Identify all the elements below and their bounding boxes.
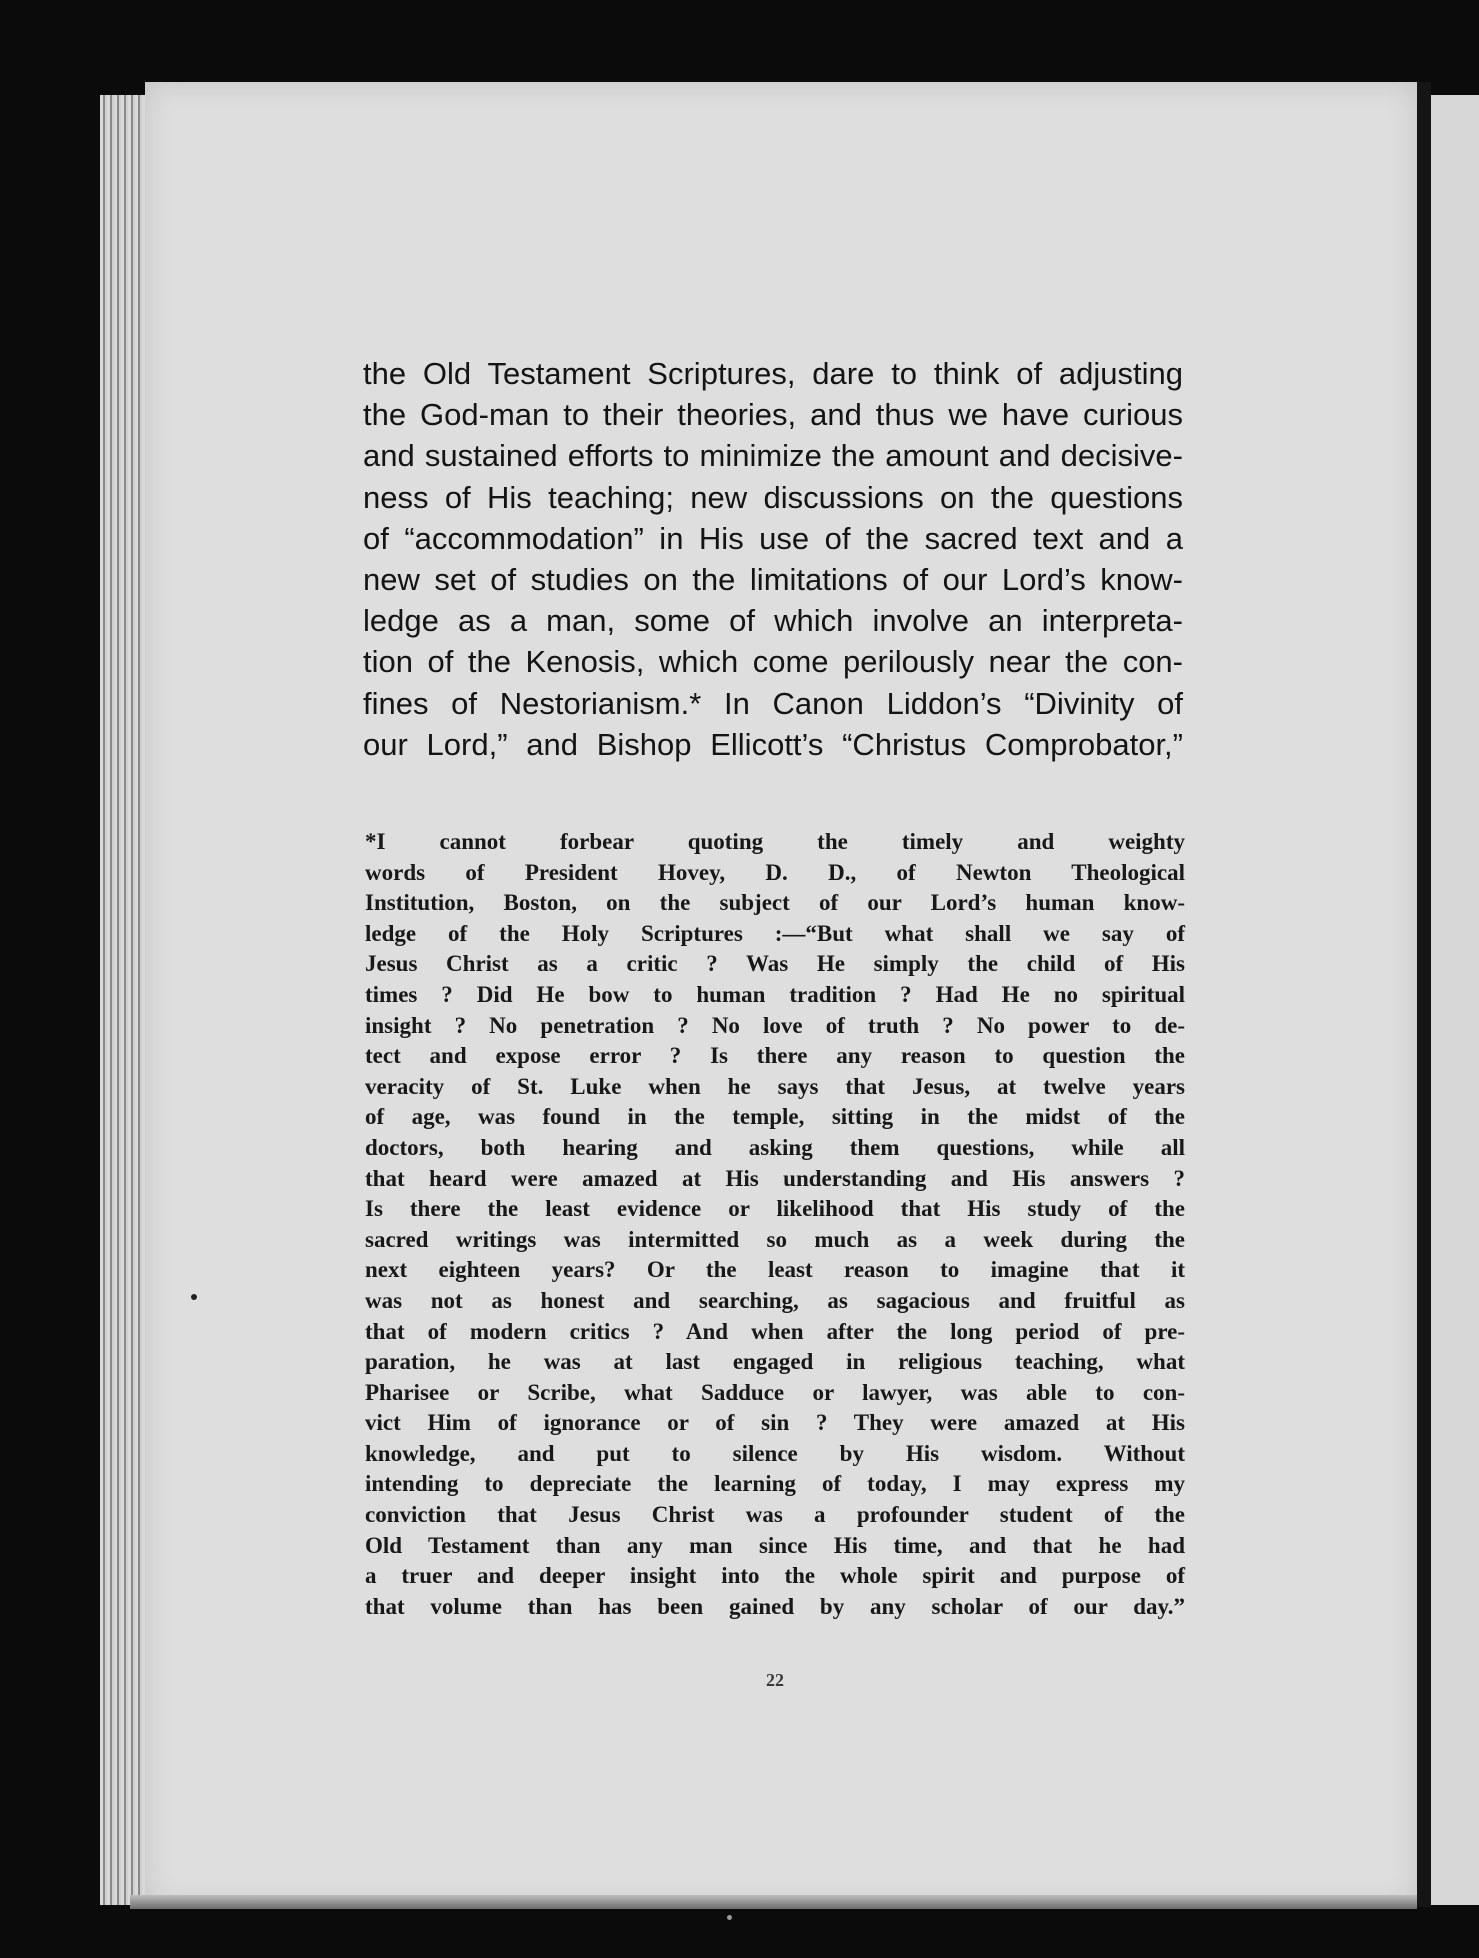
footnote: *I cannot forbear quoting the timely and weighty words of President Hovey, D. D., of Newton Theological Institution, Boston, on the subject of our Lord’s human know- ledge of the Holy Scriptures :—“But what shall we say of Jesus Christ as a critic ? Was He simply the child of His times ? Did He bow to human tradition ? Had He no spiritual insight ? No penetration ? No love of truth ? No power to de- tect and expose error ? Is there any reason to question the veracity of St. Luke when he says that Jesus, at twelve years of age, was found in the temple, sitting in the midst of the doctors, both hearing and asking them questions, while all that heard were amazed at His understanding and His answers ? Is there the least evidence or likelihood that His study of the sacred writings was intermitted so much as a week during the next eighteen years? Or the least reason to imagine that it was not as honest and searching, as sagacious and fruitful as that of modern critics ? And when after the long period of pre- paration, he was at last engaged in religious teaching, what Pharisee or Scribe, what Sadduce or lawyer, was able to con- vict Him of ignorance or of sin ? They were amazed at His knowledge, and put to silence by His wisdom. Without intending to depreciate the learning of today, I may express my conviction that Jesus Christ was a profounder student of the Old Testament than any man since His time, and that he had a truer and deeper insight into the whole spirit and purpose of that volume than has been gained by any scholar of our day.” (365, 829, 1185, 1619)
page-bottom-edge (130, 1895, 1417, 1909)
book-gutter (1417, 82, 1431, 1907)
page-number: 22 (766, 1670, 784, 1690)
facing-page-edge (1431, 95, 1479, 1905)
stacked-page-edges (100, 95, 150, 1905)
scan-speck (191, 1294, 197, 1300)
body-paragraph: the Old Testament Scriptures, dare to think of adjusting the God-man to their theories, and thus we have curious and sustained efforts to minimize the amount and decisive- ness of His teaching; new discussions on the questions of “accommodation” in His use of the sacred text and a new set of studies on the limitations of our Lord’s know- ledge as a man, some of which involve an interpreta- tion of the Kenosis, which come perilously near the con- fines of Nestorianism.* In Canon Liddon’s “Divinity of our Lord,” and Bishop Ellicott’s “Christus Comprobator,” (363, 356, 1183, 762)
scan-speck (727, 1915, 732, 1920)
